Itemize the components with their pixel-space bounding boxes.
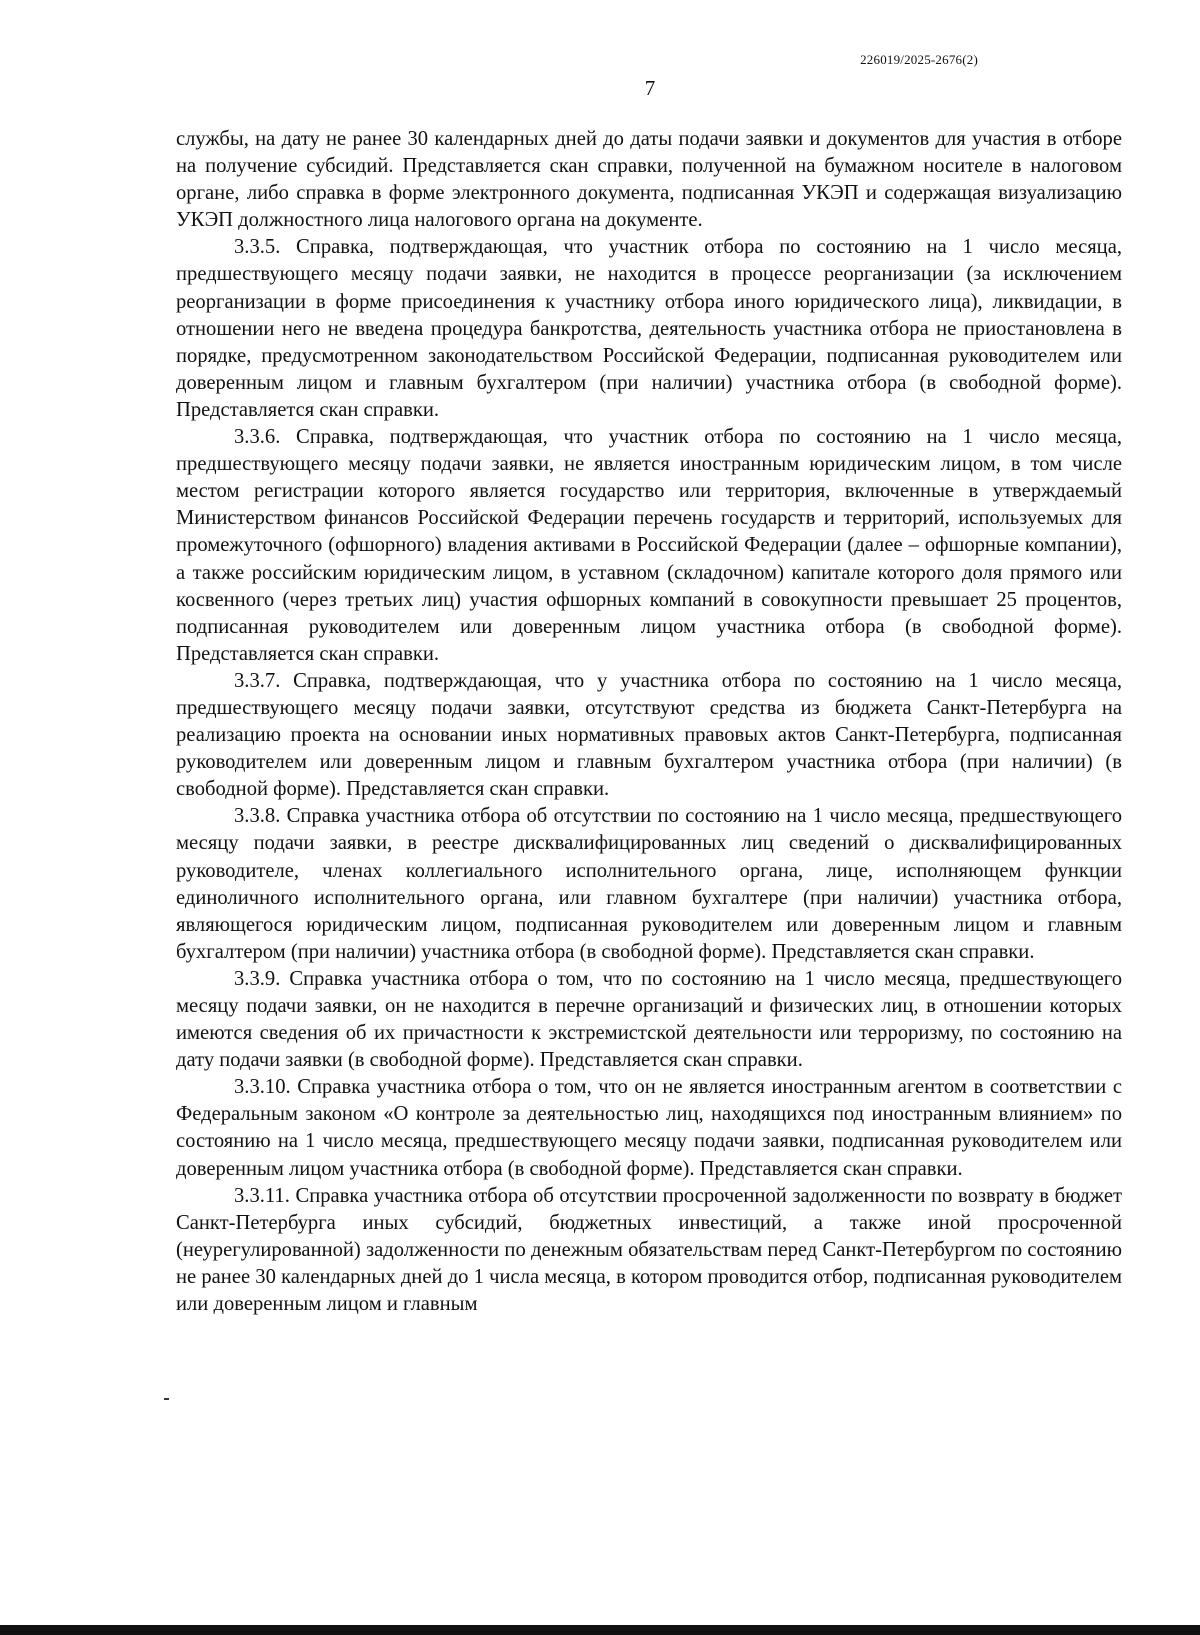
paragraph-3-3-10: 3.3.10. Справка участника отбора о том, что он не является иностранным агентом в соответствии с Федеральным законом «О контроле за деятельностью лиц, находящихся под иностранным влиянием» по состоянию на 1 число месяца, предшествующего месяцу подачи заявки, подписанная руководителем или доверенным лицом участника отбора (в свободной форме). Представляется скан справки. [176, 1076, 1122, 1180]
scan-mark [164, 1398, 169, 1400]
scan-bottom-edge [0, 1625, 1200, 1635]
paragraph-3-3-6: 3.3.6. Справка, подтверждающая, что участник отбора по состоянию на 1 число месяца, предшествующего месяцу подачи заявки, не является иностранным юридическим лицом, в том числе местом регистрации которого является государство или территория, включенные в утверждаемый Министерством финансов Российской Федерации перечень государств и территорий, используемых для промежуточного (офшорного) владения активами в Российской Федерации (далее – офшорные компании), а также российским юридическим лицом, в уставном (складочном) капитале которого доля прямого или косвенного (через третьих лиц) участия офшорных компаний в совокупности превышает 25 процентов, подписанная руководителем или доверенным лицом участника отбора (в свободной форме). Представляется скан справки. [176, 426, 1122, 665]
document-body [176, 126, 1122, 1318]
paragraph-3-3-5: 3.3.5. Справка, подтверждающая, что участник отбора по состоянию на 1 число месяца, предшествующего месяцу подачи заявки, не находится в процессе реорганизации (за исключением реорганизации в форме присоединения к участнику отбора иного юридического лица), ликвидации, в отношении него не введена процедура банкротства, деятельность участника отбора не приостановлена в порядке, предусмотренном законодательством Российской Федерации, подписанная руководителем или доверенным лицом и главным бухгалтером (при наличии) участника отбора (в свободной форме). Представляется скан справки. [176, 236, 1122, 421]
paragraph-3-3-9: 3.3.9. Справка участника отбора о том, что по состоянию на 1 число месяца, предшествующего месяцу подачи заявки, он не находится в перечне организаций и физических лиц, в отношении которых имеются сведения об их причастности к экстремистской деятельности или терроризму, по состоянию на дату подачи заявки (в свободной форме). Представляется скан справки. [176, 967, 1122, 1072]
page-number: 7 [644, 76, 656, 100]
document-registration-number: 226019/2025-2676(2) [860, 52, 978, 67]
paragraph-continuation: службы, на дату не ранее 30 календарных дней до даты подачи заявки и документов для участия в отборе на получение субсидий. Представляется скан справки, полученной на бумажном носителе в налоговом органе, либо справка в форме электронного документа, подписанная УКЭП и содержащая визуализацию УКЭП должностного лица налогового органа на документе. [176, 128, 1122, 232]
paragraph-3-3-11: 3.3.11. Справка участника отбора об отсутствии просроченной задолженности по возврату в бюджет Санкт-Петербурга иных субсидий, бюджетных инвестиций, а также иной просроченной (неурегулированной) задолженности по денежным обязательствам перед Санкт-Петербургом по состоянию не ранее 30 календарных дней до 1 числа месяца, в котором проводится отбор, подписанная руководителем или доверенным лицом и главным [176, 1184, 1122, 1316]
paragraph-3-3-8: 3.3.8. Справка участника отбора об отсутствии по состоянию на 1 число месяца, предшествующего месяцу подачи заявки, в реестре дисквалифицированных лиц сведений о дисквалифицированных руководителе, членах коллегиального исполнительного органа, лице, исполняющем функции единоличного исполнительного органа, или главном бухгалтере (при наличии) участника отбора, являющегося юридическим лицом, подписанная руководителем или доверенным лицом и главным бухгалтером (при наличии) участника отбора (в свободной форме). Представляется скан справки. [176, 805, 1122, 963]
paragraph-3-3-7: 3.3.7. Справка, подтверждающая, что у участника отбора по состоянию на 1 число месяца, предшествующего месяцу подачи заявки, отсутствуют средства из бюджета Санкт-Петербурга на реализацию проекта на основании иных нормативных правовых актов Санкт-Петербурга, подписанная руководителем или доверенным лицом и главным бухгалтером участника отбора (при наличии) (в свободной форме). Представляется скан справки. [176, 669, 1122, 801]
